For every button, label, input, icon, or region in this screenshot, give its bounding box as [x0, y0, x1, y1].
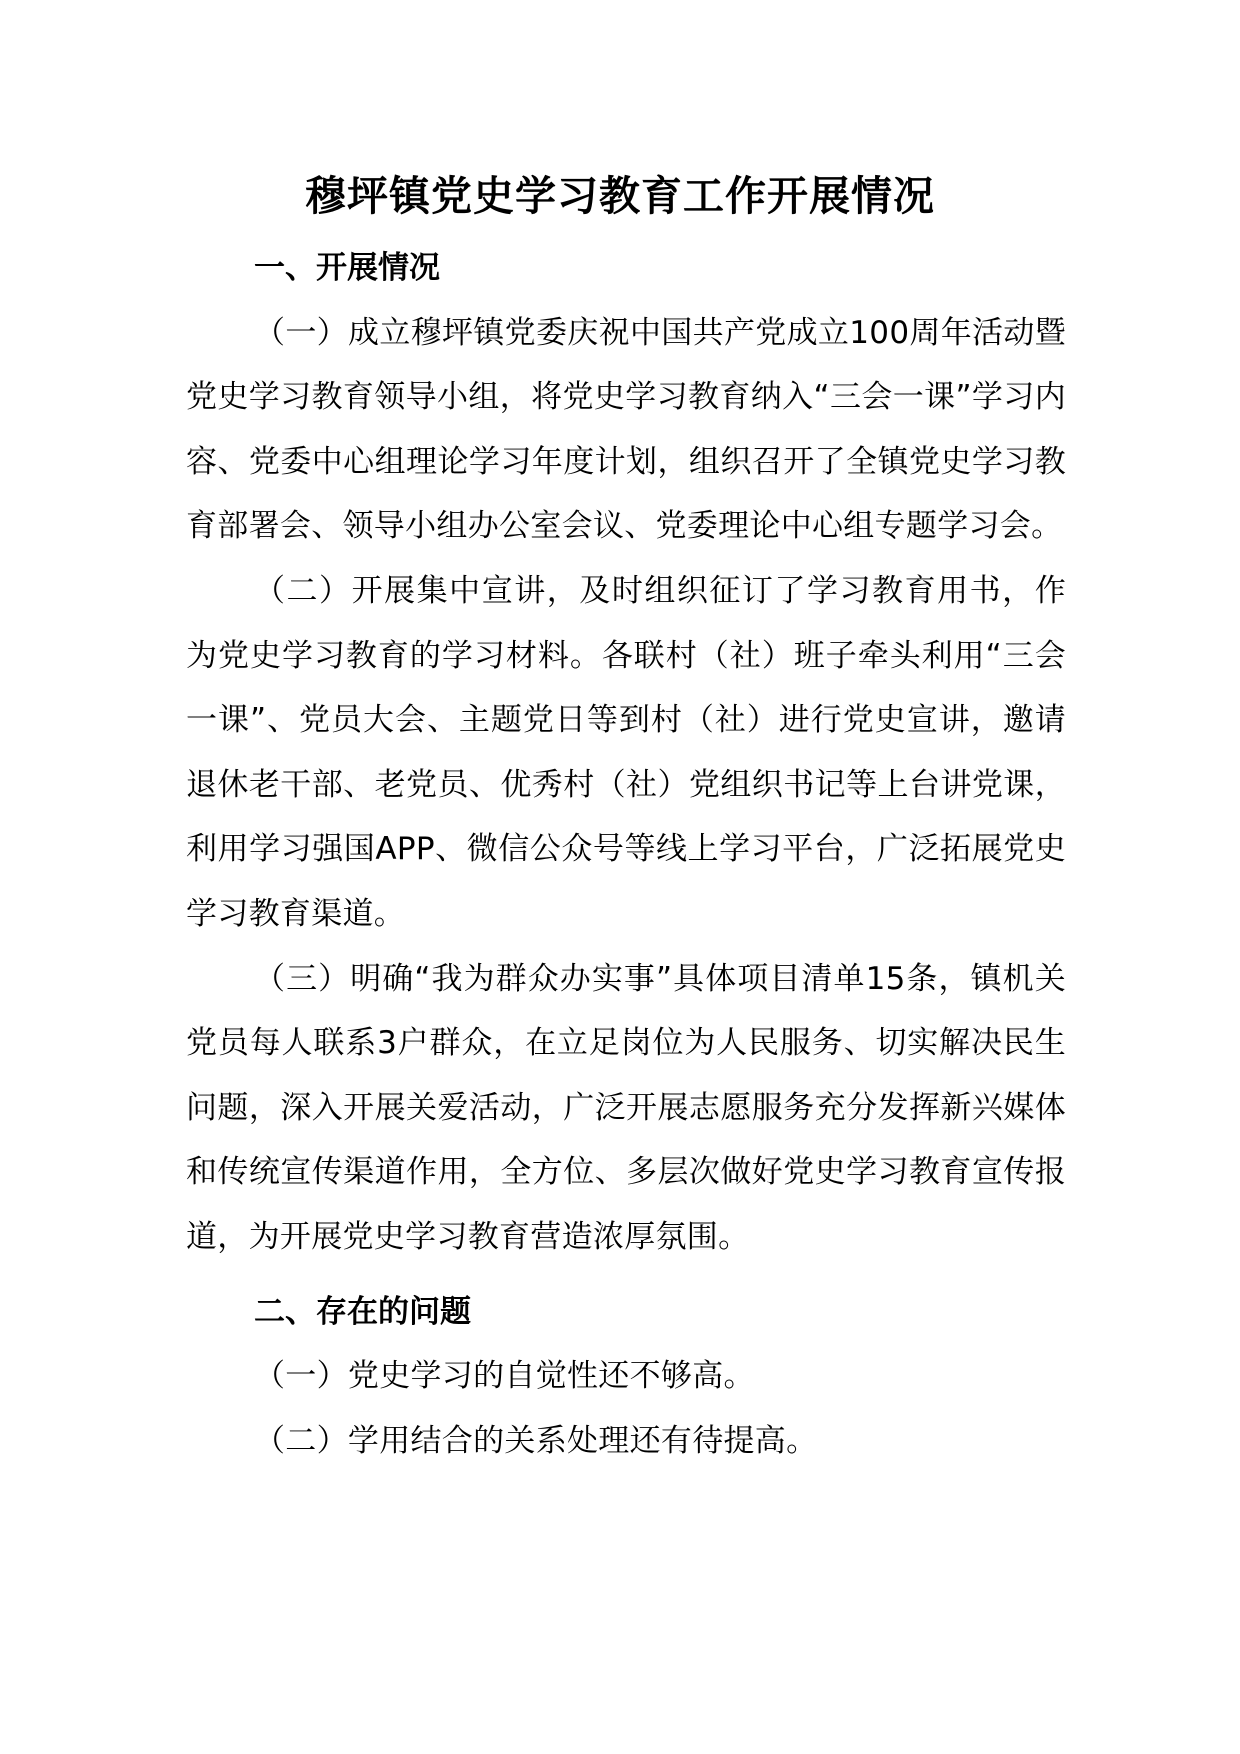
problem-item-1: （一）党史学习的自觉性还不够高。 [254, 1358, 755, 1395]
section-heading-1: 一、开展情况 [254, 250, 440, 286]
section-spacer [186, 1270, 1066, 1280]
document-title: 穆坪镇党史学习教育工作开展情况 [305, 172, 935, 220]
section-heading-2: 二、存在的问题 [254, 1293, 471, 1330]
paragraph-2: （二）开展集中宣讲，及时组织征订了学习教育用书，作为党史学习教育的学习材料。各联村（社）班子牵头利用“三会一课”、党员大会、主题党日等到村（社）进行党史宣讲，邀请退休老干部、老党员、优秀村（社）党组织书记等上台讲党课，利用学习强国APP、微信公众号等线上学习平台，广泛拓展党史学习教育渠道。 [186, 572, 1066, 932]
paragraph-3: （三）明确“我为群众办实事”具体项目清单15条，镇机关党员每人联系3户群众，在立足岗位为人民服务、切实解决民生问题，深入开展关爱活动，广泛开展志愿服务充分发挥新兴媒体和传统宣传渠道作用，全方位、多层次做好党史学习教育宣传报道，为开展党史学习教育营造浓厚氛围。 [186, 960, 1066, 1255]
paragraph-1: （一）成立穆坪镇党委庆祝中国共产党成立100周年活动暨党史学习教育领导小组，将党史学习教育纳入“三会一课”学习内容、党委中心组理论学习年度计划，组织召开了全镇党史学习教育部署会、领导小组办公室会议、党委理论中心组专题学习会。 [186, 314, 1066, 545]
document-body [186, 236, 1066, 1473]
problem-item-2: （二）学用结合的关系处理还有待提高。 [254, 1422, 818, 1459]
